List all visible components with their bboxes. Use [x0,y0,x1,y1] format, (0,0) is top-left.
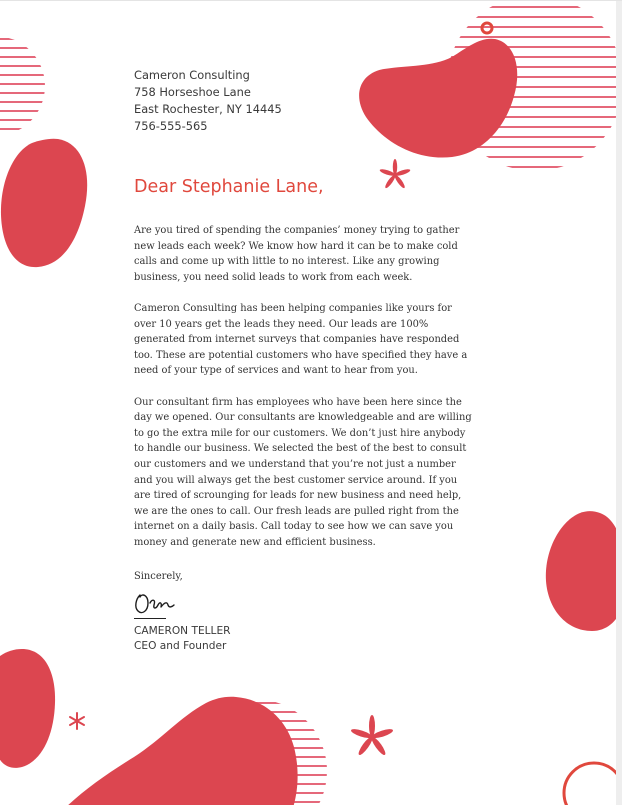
sender-company: Cameron Consulting [134,68,250,82]
closing: Sincerely, [134,571,183,582]
blob-right-middle [546,511,622,631]
paragraph-3: Our consultant firm has employees who have been here since the day we opened. Our consultants are knowledgeable and are willing to go the extra mile for our customers. We don’t just hire anybody to handle our business. We selected the best of the best to consult our customers and we understand that you’re not just a number and you will always get the best customer service around. If you are tired of scrounging for leads for new business and need help, we are the ones to call. Our fresh leads are pulled right from the internet on a daily basis. Call today to see how we can save you money and generate new and efficient business. [134,396,472,548]
signer-name: CAMERON TELLER [134,625,231,637]
greeting: Dear Stephanie Lane, [134,177,324,197]
blob-top-right [359,39,517,158]
sender-phone: 756-555-565 [134,119,208,133]
sender-city: East Rochester, NY 14445 [134,102,282,116]
blob-top-left [1,139,87,267]
sender-street: 758 Horseshoe Lane [134,85,251,99]
signer-block [134,624,231,654]
signature-line [134,618,166,619]
letter-body [134,223,476,566]
paragraph-1: Are you tired of spending the companies’ money trying to gather new leads each week? We know how hard it can be to make cold calls and come up with little to no interest. Like any growing business, you need solid leads to work from each week. [134,225,460,283]
sender-address [134,67,282,135]
star-top [379,159,411,189]
signer-title: CEO and Founder [134,640,227,652]
paragraph-2: Cameron Consulting has been helping companies like yours for over 10 years get the leads they need. Our leads are 100% generated from internet surveys that companies have responded too. These are potential customers who have specified they have a need of your type of services and want to hear from you. [134,302,468,377]
blob-bottom-middle [62,697,298,805]
scrollbar[interactable] [616,1,622,805]
star-bottom-right [350,715,394,757]
star-bottom-left [70,713,84,729]
ring-bottom-right [564,763,622,805]
striped-circle-top-left [0,39,60,129]
blob-bottom-left [0,649,55,768]
signature-image [134,589,178,619]
